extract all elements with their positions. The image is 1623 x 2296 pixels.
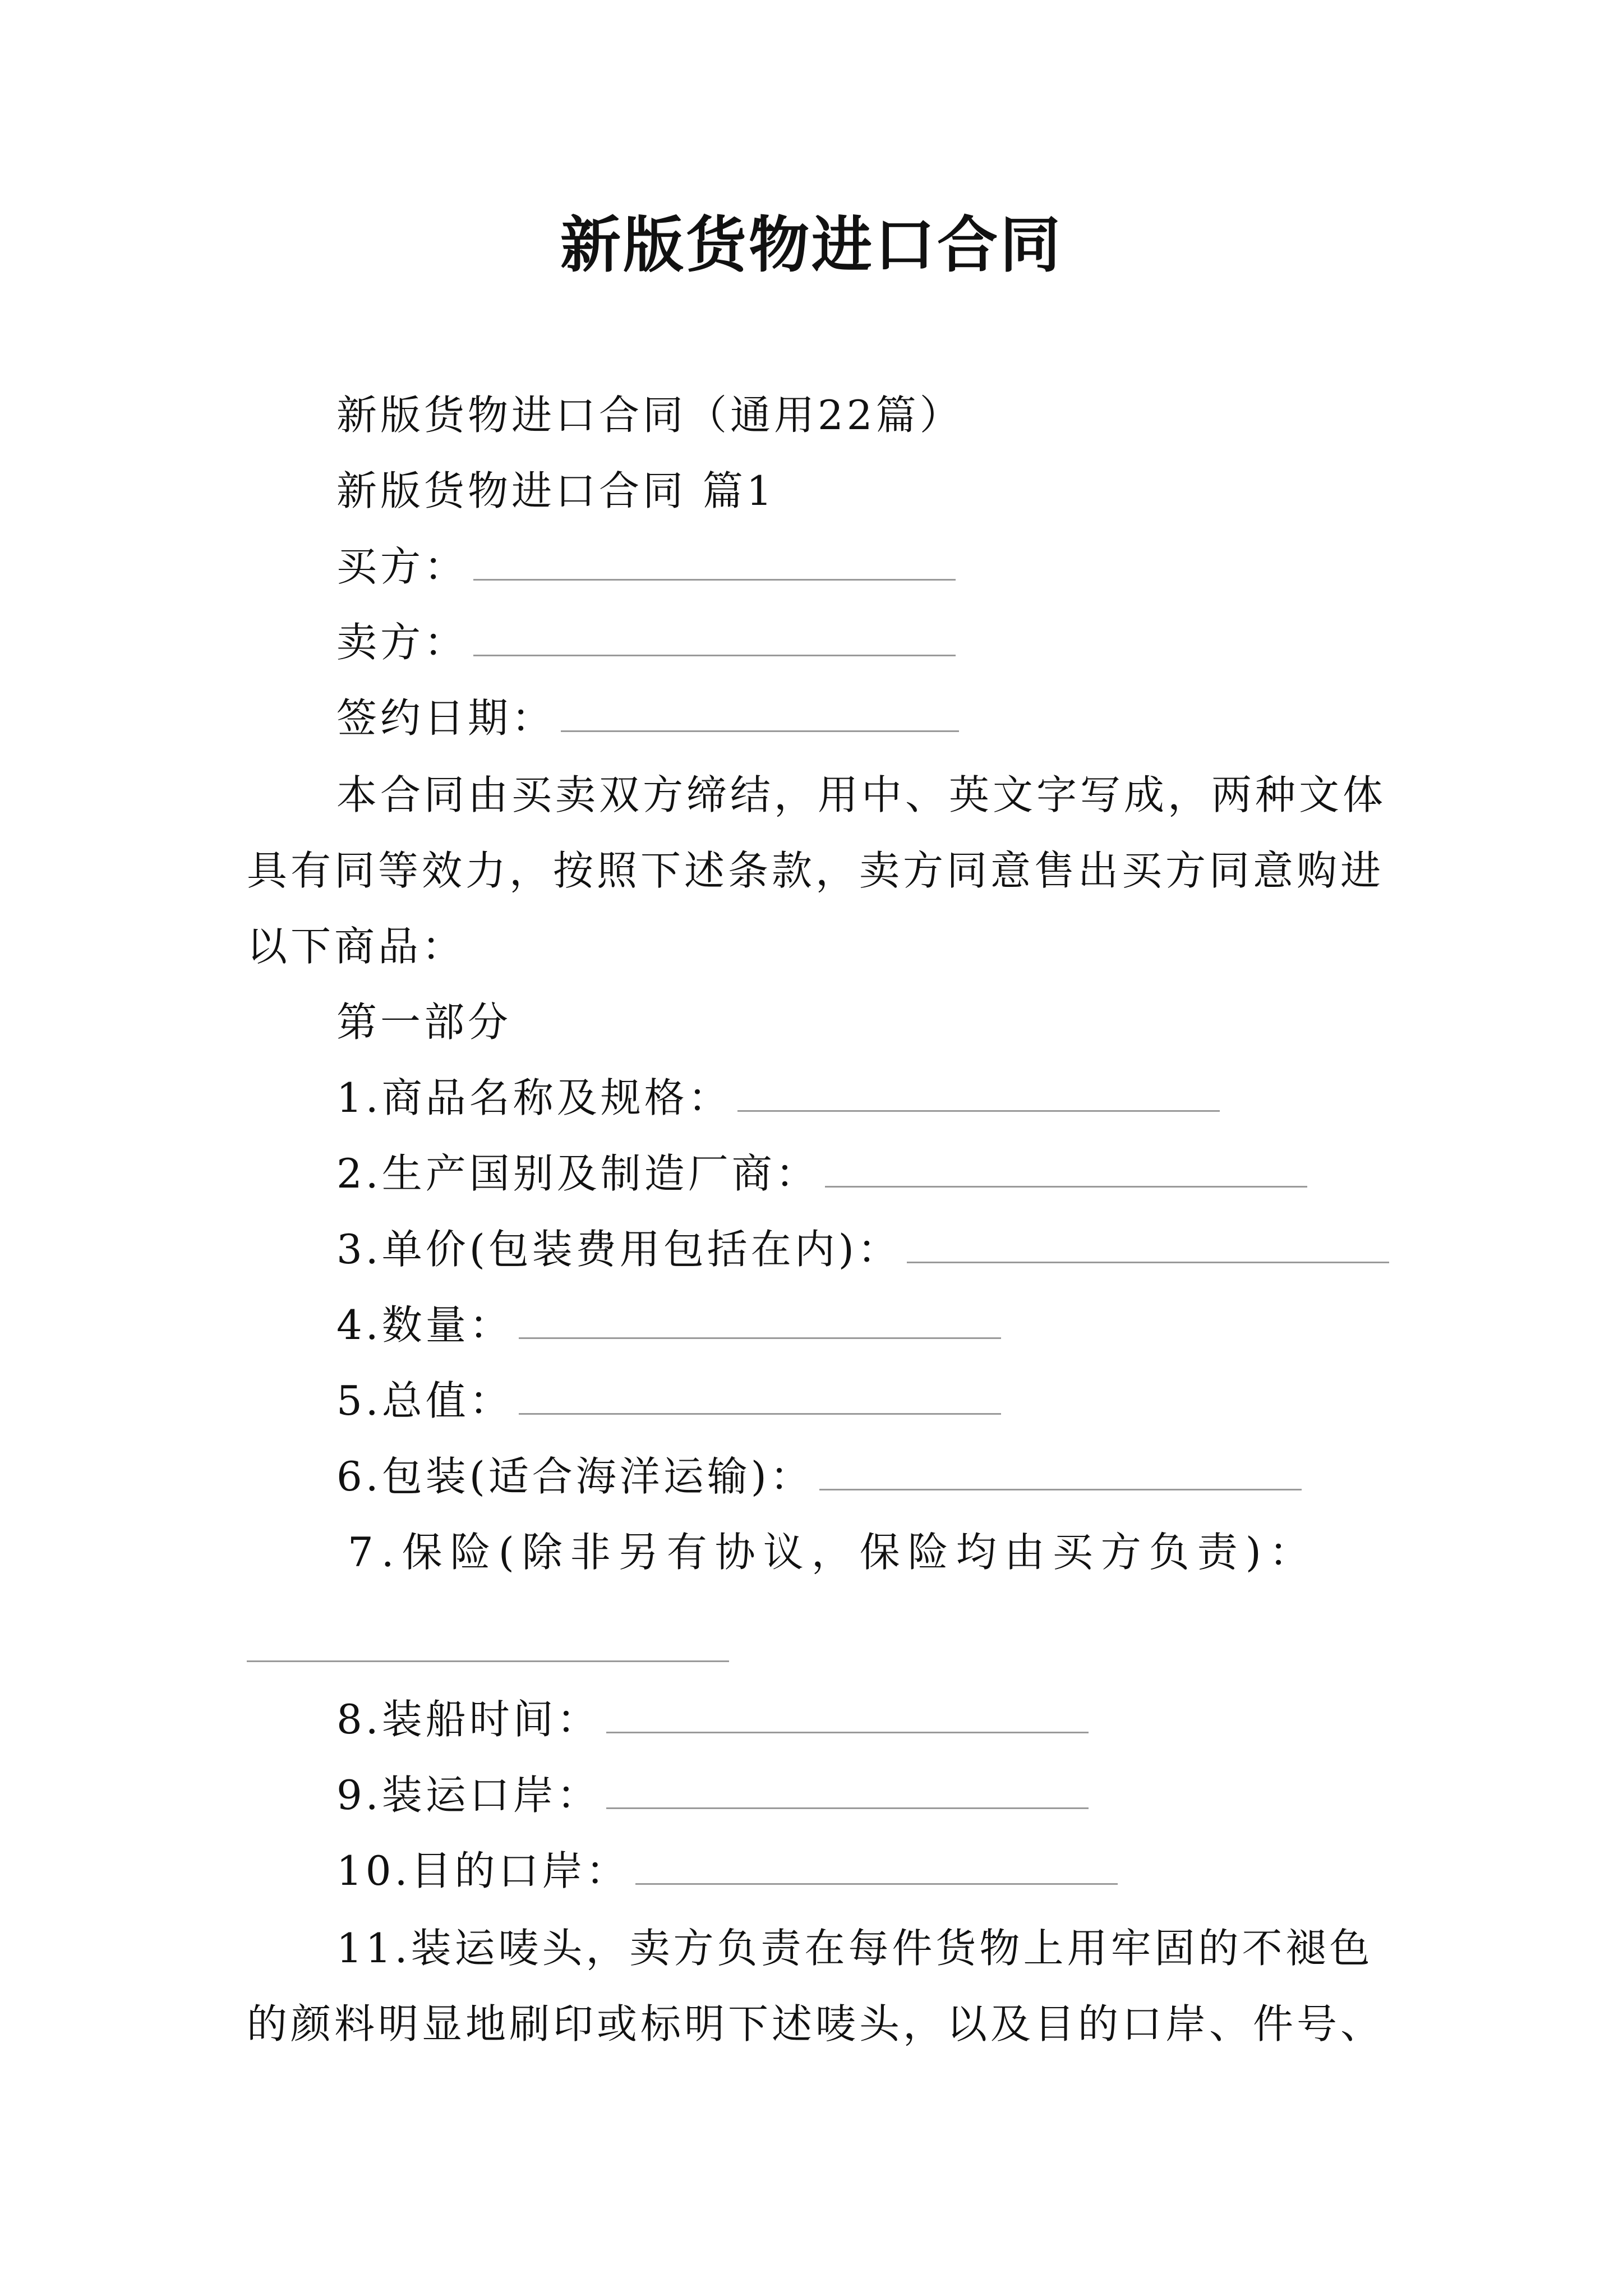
clause-11-line-2: 的颜料明显地刷印或标明下述唛头，以及目的口岸、件号、 [247, 2000, 1385, 2047]
document-subtitle: 新版货物进口合同（通用22篇） [336, 392, 963, 439]
seller-label: 卖方： [336, 619, 468, 666]
seller-blank [473, 615, 956, 656]
item-label: 1.商品名称及规格： [336, 1074, 732, 1121]
seller-row [336, 611, 956, 673]
item-row [336, 1840, 1118, 1902]
chapter-heading: 新版货物进口合同 篇1 [336, 467, 776, 514]
buyer-label: 买方： [336, 543, 468, 590]
item-label: 5.总值： [336, 1377, 513, 1424]
item-blank [737, 1071, 1220, 1112]
item-blank [606, 1768, 1089, 1809]
document-title: 新版货物进口合同 [560, 210, 1063, 280]
clause-11-line-1: 11.装运唛头，卖方负责在每件货物上用牢固的不褪色 [336, 1925, 1373, 1972]
item-label: 8.装船时间： [336, 1696, 601, 1743]
intro-line-2: 具有同等效力，按照下述条款，卖方同意售出买方同意购进 [247, 847, 1385, 894]
item-blank [907, 1222, 1389, 1263]
item-row [336, 1294, 1001, 1356]
item-7-blank [247, 1621, 729, 1662]
date-label: 签约日期： [336, 694, 556, 742]
item-row [336, 1688, 1089, 1750]
item-7-label: 7.保险(除非另有协议，保险均由买方负责)： [348, 1529, 1317, 1576]
item-row [336, 1067, 1220, 1129]
item-row [336, 1446, 1302, 1507]
part-one-heading: 第一部分 [336, 999, 512, 1046]
item-row [336, 1764, 1089, 1826]
intro-line-3: 以下商品： [247, 923, 466, 970]
buyer-row [336, 536, 956, 597]
item-blank [519, 1298, 1001, 1339]
date-blank [561, 691, 959, 732]
item-blank [825, 1147, 1307, 1188]
item-blank [519, 1374, 1001, 1415]
date-row [336, 687, 959, 749]
item-row [336, 1370, 1001, 1432]
item-label: 10.目的口岸： [336, 1847, 630, 1894]
item-label: 3.单价(包装费用包括在内)： [336, 1226, 901, 1273]
buyer-blank [473, 540, 956, 581]
item-label: 9.装运口岸： [336, 1772, 601, 1819]
item-label: 2.生产国别及制造厂商： [336, 1150, 819, 1197]
item-blank [606, 1692, 1089, 1733]
item-label: 6.包装(适合海洋运输)： [336, 1453, 814, 1500]
item-blank [819, 1450, 1302, 1490]
item-label: 4.数量： [336, 1301, 513, 1349]
item-row [336, 1218, 1389, 1280]
intro-line-1: 本合同由买卖双方缔结，用中、英文字写成，两种文体 [336, 771, 1387, 818]
item-blank [635, 1844, 1118, 1885]
item-row [336, 1143, 1307, 1204]
